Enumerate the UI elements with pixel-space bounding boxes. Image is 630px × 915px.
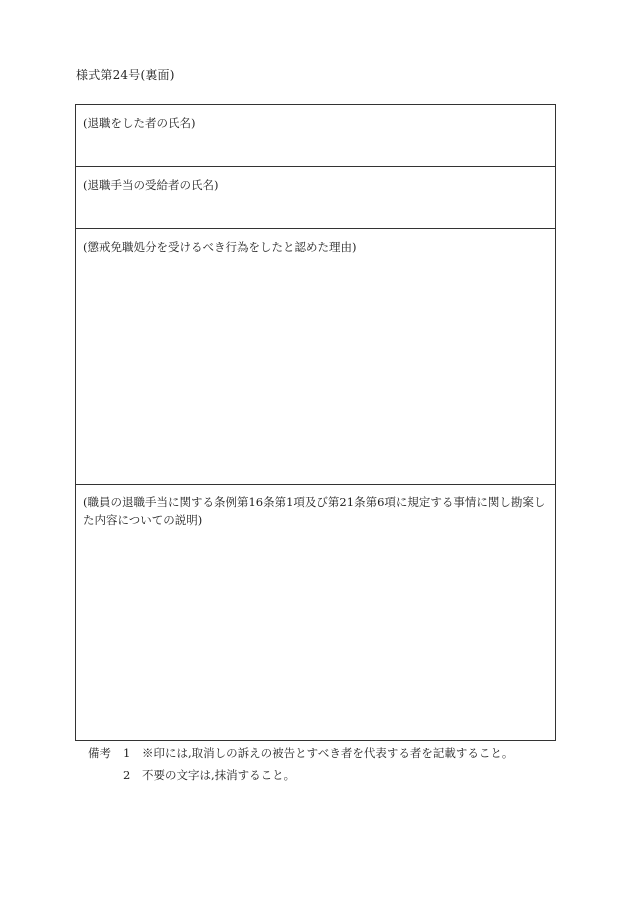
form-table <box>75 104 556 741</box>
remark-text: 不要の文字は,抹消すること。 <box>142 768 296 782</box>
dismissal-reason-label: (懲戒免職処分を受けるべき行為をしたと認めた理由) <box>83 240 357 254</box>
dismissal-reason-section[interactable] <box>76 229 555 485</box>
retiree-name-label: (退職をした者の氏名) <box>83 116 196 130</box>
recipient-name-section[interactable] <box>76 167 555 229</box>
considerations-explanation-section[interactable] <box>76 485 555 740</box>
form-title: 様式第24号(裏面) <box>76 68 175 82</box>
remark-number: 1 <box>123 746 131 760</box>
remark-number: 2 <box>123 768 131 782</box>
considerations-explanation-label: (職員の退職手当に関する条例第16条第1項及び第21条第6項に規定する事情に関し勘案した内容についての説明) <box>83 495 546 527</box>
recipient-name-label: (退職手当の受給者の氏名) <box>83 178 219 192</box>
remarks-heading: 備考 <box>88 746 111 760</box>
retiree-name-section[interactable] <box>76 105 555 167</box>
remark-text: ※印には,取消しの訴えの被告とすべき者を代表する者を記載すること。 <box>142 746 514 760</box>
